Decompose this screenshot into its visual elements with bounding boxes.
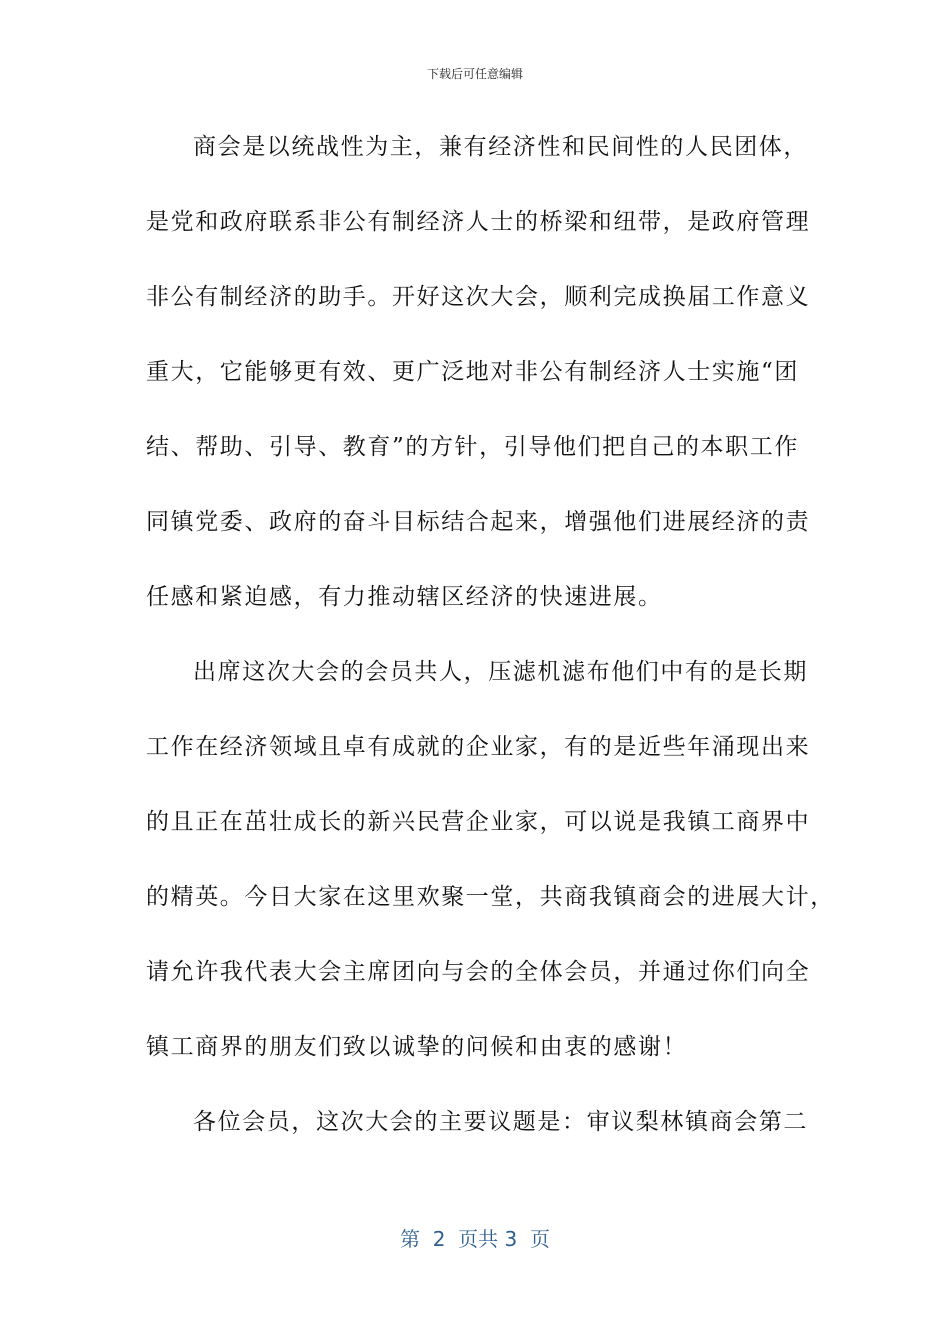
page-footer	[0, 1226, 950, 1252]
header-note: 下载后可任意编辑	[426, 67, 523, 81]
current-page-number: 2	[432, 1227, 446, 1251]
paragraph-line: 请允许我代表大会主席团向与会的全体会员，并通过你们向全	[146, 959, 811, 985]
footer-suffix: 页	[517, 1227, 550, 1251]
paragraph-line: 工作在经济领域且卓有成就的企业家，有的是近些年涌现出来	[146, 734, 811, 760]
paragraph-line: 各位会员，这次大会的主要议题是：审议梨林镇商会第二	[193, 1109, 808, 1135]
paragraph-line: 商会是以统战性为主，兼有经济性和民间性的人民团体，	[193, 134, 808, 160]
paragraph-line: 是党和政府联系非公有制经济人士的桥梁和纽带，是政府管理	[146, 209, 811, 235]
footer-prefix: 第	[400, 1227, 433, 1251]
paragraph-line: 的精英。今日大家在这里欢聚一堂，共商我镇商会的进展大计，	[146, 884, 835, 910]
paragraph-line: 出席这次大会的会员共人，压滤机滤布他们中有的是长期	[193, 659, 808, 685]
paragraph-line: 重大，它能够更有效、更广泛地对非公有制经济人士实施“团	[146, 359, 799, 385]
total-page-count: 3	[504, 1227, 518, 1251]
document-body	[146, 128, 835, 1178]
paragraph-line: 镇工商界的朋友们致以诚挚的问候和由衷的感谢！	[146, 1034, 688, 1060]
paragraph-line: 同镇党委、政府的奋斗目标结合起来，增强他们进展经济的责	[146, 509, 811, 535]
paragraph-line: 任感和紧迫感，有力推动辖区经济的快速进展。	[146, 584, 663, 610]
paragraph-line: 非公有制经济的助手。开好这次大会，顺利完成换届工作意义	[146, 284, 811, 310]
paragraph-line: 结、帮助、引导、教育”的方针，引导他们把自己的本职工作	[146, 434, 799, 460]
footer-middle: 页共	[445, 1227, 505, 1251]
paragraph-line: 的且正在茁壮成长的新兴民营企业家，可以说是我镇工商界中	[146, 809, 811, 835]
